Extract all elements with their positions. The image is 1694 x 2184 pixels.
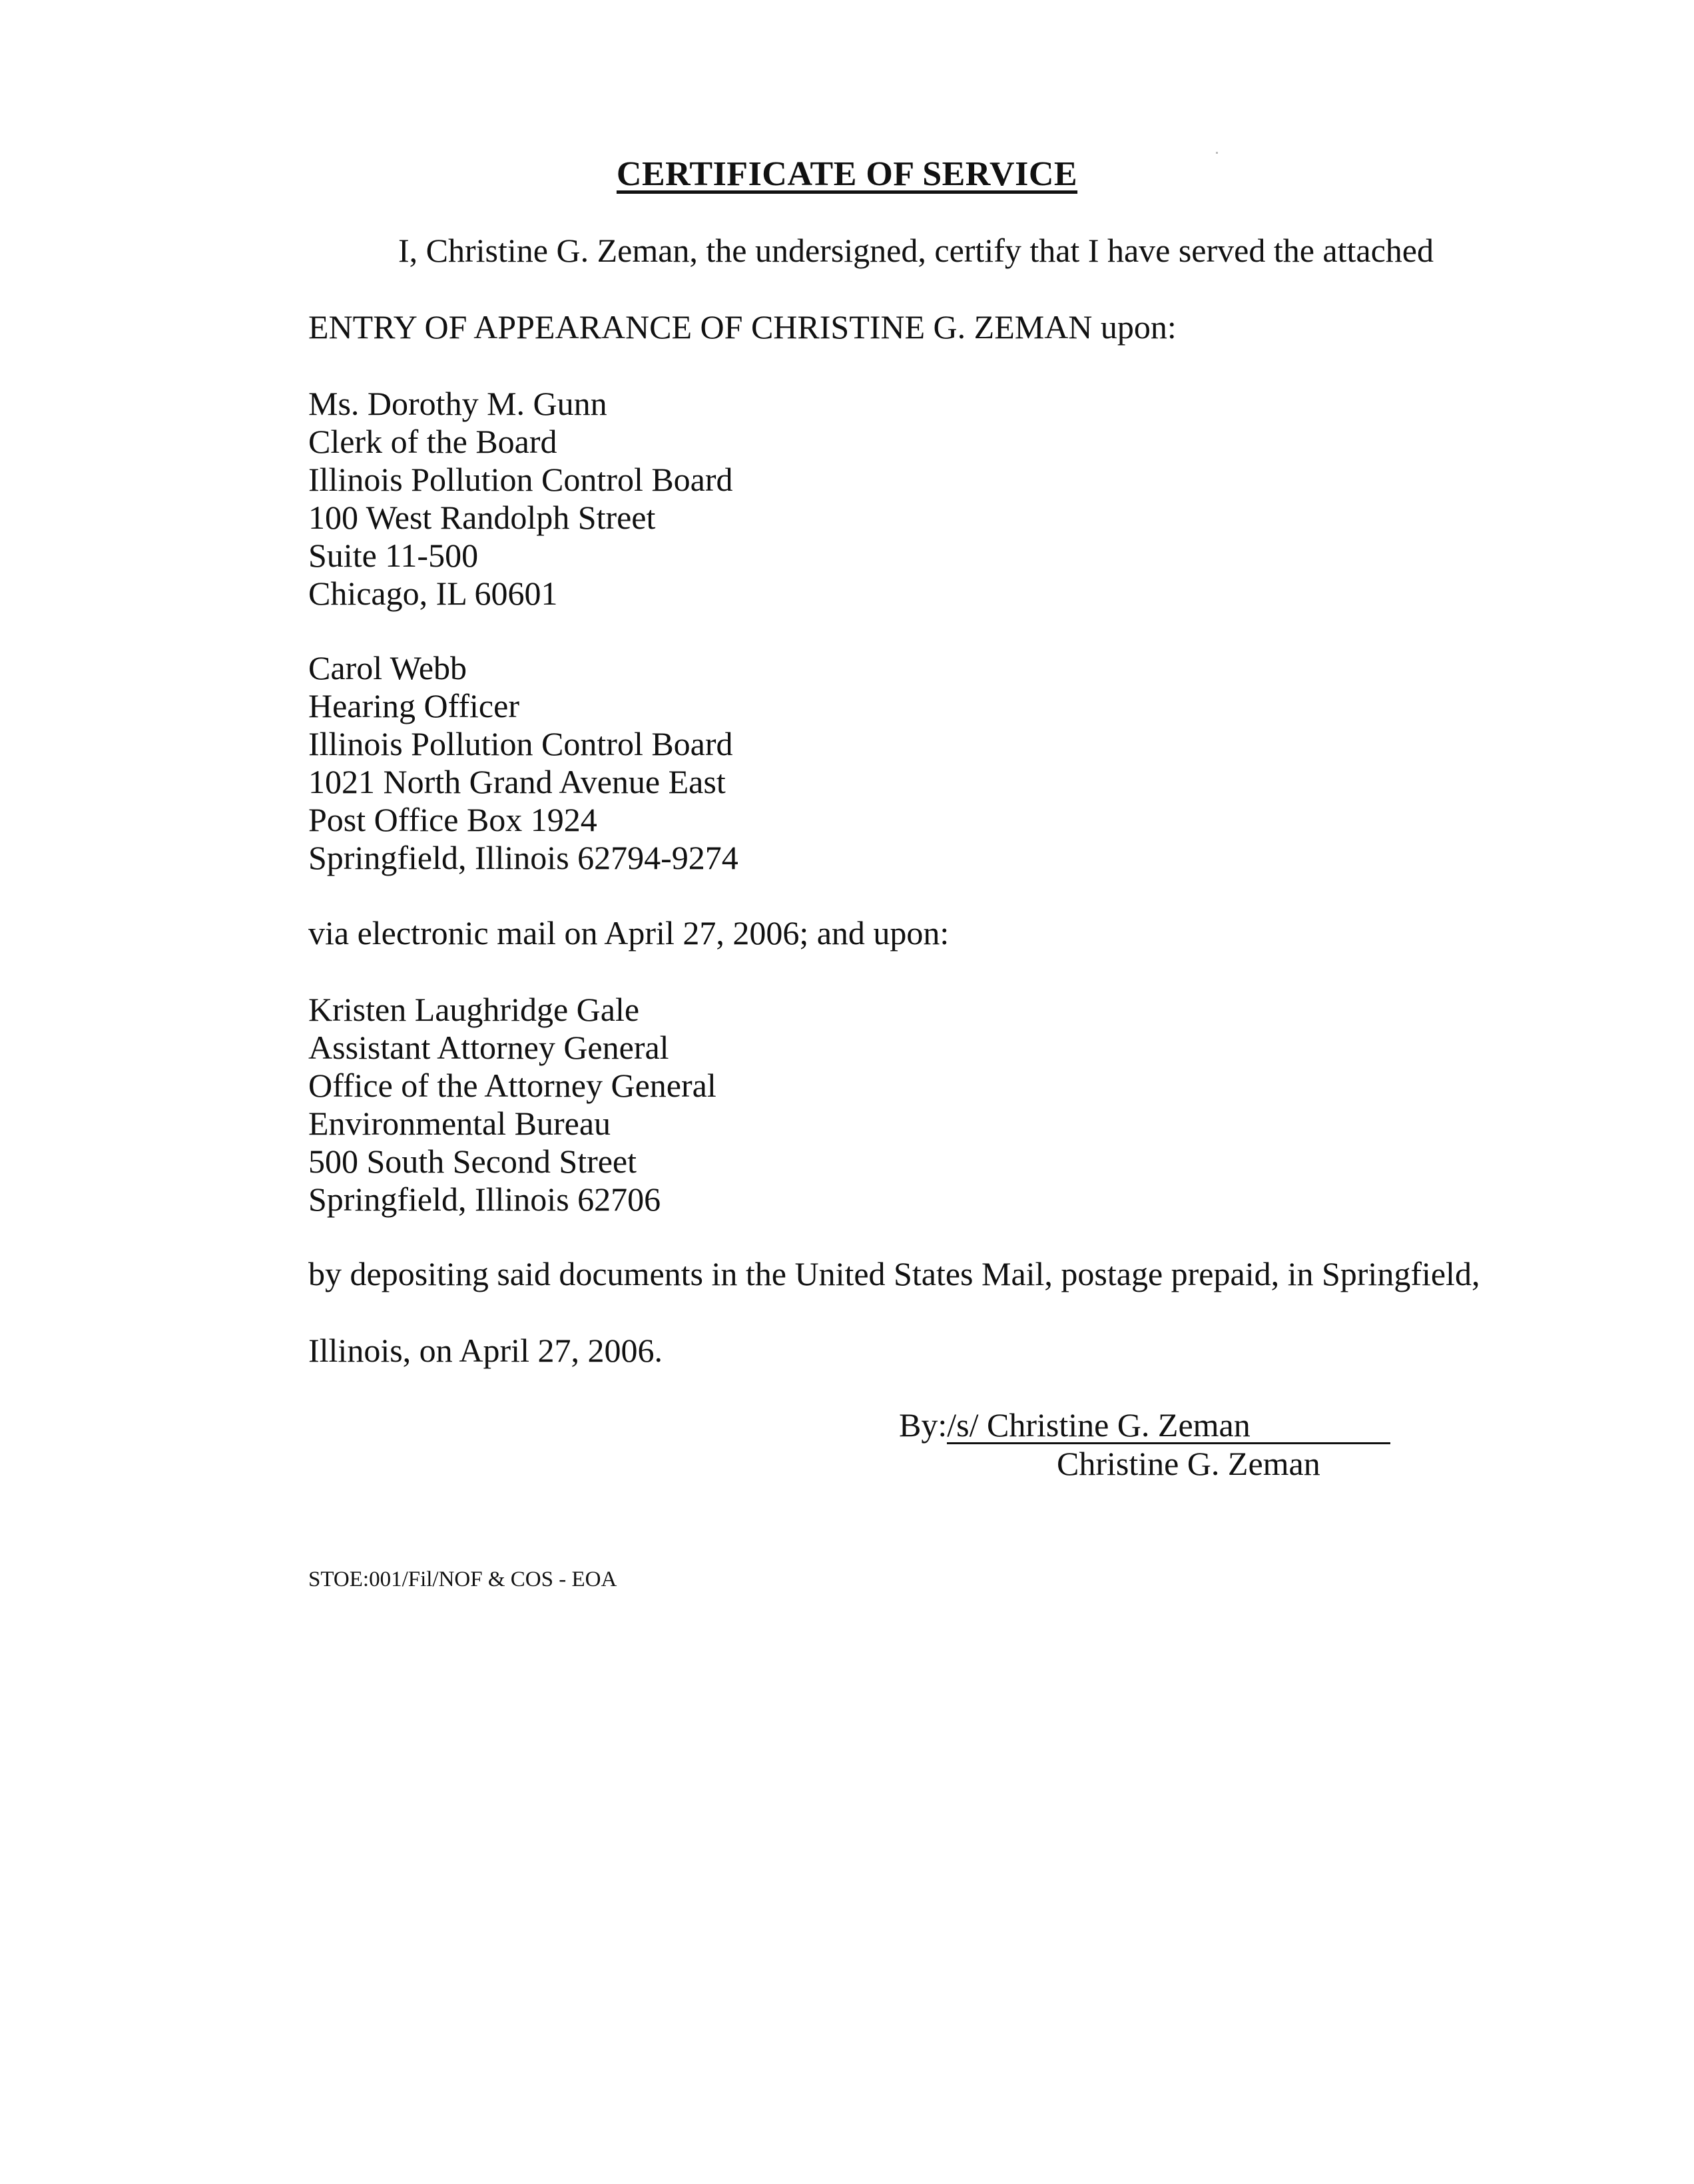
address-line: Illinois Pollution Control Board <box>308 725 733 762</box>
intro-line-1: I, Christine G. Zeman, the undersigned, certify that I have served the attached <box>398 232 1434 269</box>
address-line: Assistant Attorney General <box>308 1029 669 1066</box>
address-line: Hearing Officer <box>308 687 519 724</box>
address-line: 500 South Second Street <box>308 1143 637 1180</box>
recipient-address-gunn <box>308 385 733 613</box>
signature-value: /s/ Christine G. Zeman <box>947 1408 1390 1444</box>
address-line: 1021 North Grand Avenue East <box>308 763 726 800</box>
address-line: Post Office Box 1924 <box>308 801 597 838</box>
address-line: Springfield, Illinois 62706 <box>308 1181 661 1218</box>
address-line: Carol Webb <box>308 649 467 686</box>
address-line: Environmental Bureau <box>308 1105 611 1142</box>
address-line: Clerk of the Board <box>308 423 557 460</box>
signature-line <box>899 1406 1390 1444</box>
footer-reference: STOE:001/Fil/NOF & COS - EOA <box>308 1567 617 1591</box>
signature-printed-name: Christine G. Zeman <box>1057 1445 1320 1482</box>
document-title: CERTIFICATE OF SERVICE <box>616 155 1078 193</box>
address-line: Ms. Dorothy M. Gunn <box>308 385 607 422</box>
signature-by-label: By: <box>899 1406 948 1444</box>
address-line: Illinois Pollution Control Board <box>308 461 733 498</box>
address-line: Springfield, Illinois 62794-9274 <box>308 839 738 876</box>
address-line: Office of the Attorney General <box>308 1067 716 1104</box>
address-line: Chicago, IL 60601 <box>308 575 558 612</box>
address-line: Kristen Laughridge Gale <box>308 991 640 1028</box>
service-electronic-line: via electronic mail on April 27, 2006; and upon: <box>308 914 950 952</box>
address-line: Suite 11-500 <box>308 537 479 574</box>
service-mail-line-1: by depositing said documents in the United States Mail, postage prepaid, in Springfield, <box>308 1255 1480 1292</box>
service-mail-line-2: Illinois, on April 27, 2006. <box>308 1332 663 1369</box>
scan-speck <box>1216 152 1218 154</box>
recipient-address-webb <box>308 649 738 877</box>
recipient-address-gale <box>308 991 716 1219</box>
address-line: 100 West Randolph Street <box>308 499 656 536</box>
intro-line-2: ENTRY OF APPEARANCE OF CHRISTINE G. ZEMAN upon: <box>308 308 1177 346</box>
